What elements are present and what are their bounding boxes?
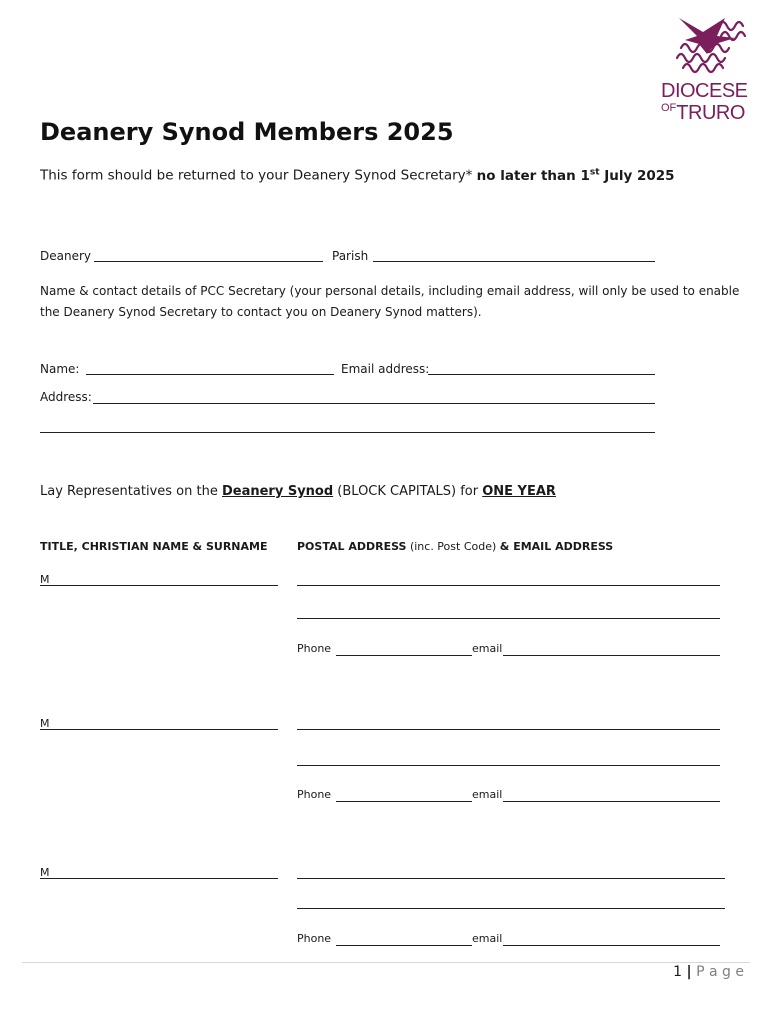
- footer-divider: [22, 962, 750, 963]
- entry-2-name-field[interactable]: [40, 729, 278, 730]
- name-label: Name:: [40, 362, 80, 376]
- page-footer: [673, 964, 744, 980]
- entry-3-address-line-2[interactable]: [297, 908, 725, 909]
- addr-header-regular: (inc. Post Code): [406, 540, 500, 553]
- entry-3-address-line-1[interactable]: [297, 878, 725, 879]
- pcc-note-line-1: Name & contact details of PCC Secretary (your personal details, including email address, will only be used to enable: [40, 284, 740, 298]
- email-label: Email address:: [341, 362, 430, 376]
- logo-text-diocese: DIOCESE: [661, 80, 748, 102]
- entry-1-address-line-1[interactable]: [297, 585, 720, 586]
- parish-field[interactable]: [373, 261, 655, 262]
- page-word: P a g e: [696, 964, 744, 980]
- entry-3-phone-field[interactable]: [336, 945, 472, 946]
- entry-2-address-line-2[interactable]: [297, 765, 720, 766]
- entry-3-email-field[interactable]: [503, 945, 720, 946]
- entry-2-email-label: email: [472, 788, 503, 801]
- address-field-line-2[interactable]: [40, 432, 655, 433]
- lay-reps-prefix: Lay Representatives on the: [40, 484, 222, 499]
- entry-1-phone-field[interactable]: [336, 655, 472, 656]
- entry-1-prefix: M: [40, 573, 50, 586]
- address-label: Address:: [40, 390, 92, 404]
- deanery-label: Deanery: [40, 249, 91, 263]
- lay-reps-heading: [40, 484, 556, 499]
- pcc-note-line-2: the Deanery Synod Secretary to contact you on Deanery Synod matters).: [40, 305, 482, 319]
- lay-reps-synod: Deanery Synod: [221, 484, 334, 499]
- entry-2-prefix: M: [40, 717, 50, 730]
- entry-1-phone-label: Phone: [297, 642, 332, 655]
- deadline-sup: st: [589, 167, 600, 177]
- logo-text-of: OF: [661, 102, 677, 114]
- page-separator: |: [686, 964, 692, 980]
- addr-header-bold-1: POSTAL ADDRESS: [297, 540, 407, 553]
- intro-text: [40, 167, 675, 184]
- entry-2-phone-field[interactable]: [336, 801, 472, 802]
- entry-3-phone-label: Phone: [297, 932, 332, 945]
- deadline-pre: no later than 1: [476, 167, 590, 184]
- lay-reps-mid: (BLOCK CAPITALS) for: [333, 484, 483, 499]
- entry-1-name-field[interactable]: [40, 585, 278, 586]
- entry-1-email-label: email: [472, 642, 503, 655]
- entry-1-email-field[interactable]: [503, 655, 720, 656]
- entry-2-email-field[interactable]: [503, 801, 720, 802]
- entry-2-phone-label: Phone: [297, 788, 332, 801]
- entry-2-address-line-1[interactable]: [297, 729, 720, 730]
- entry-1-address-line-2[interactable]: [297, 618, 720, 619]
- entry-3-prefix: M: [40, 866, 50, 879]
- column-header-address: [297, 540, 613, 553]
- name-field[interactable]: [86, 374, 334, 375]
- column-header-name: TITLE, CHRISTIAN NAME & SURNAME: [40, 540, 268, 553]
- deanery-field[interactable]: [94, 261, 323, 262]
- dove-logo-icon: [663, 14, 751, 78]
- intro-deadline: [477, 168, 675, 184]
- address-field-line-1[interactable]: [93, 403, 655, 404]
- diocese-logo: [655, 14, 755, 124]
- email-field[interactable]: [428, 374, 655, 375]
- logo-text-truro: TRURO: [676, 102, 745, 124]
- lay-reps-term: ONE YEAR: [482, 484, 556, 499]
- intro-prefix: This form should be returned to your Deanery Synod Secretary*: [40, 167, 477, 184]
- page-title: Deanery Synod Members 2025: [40, 118, 454, 146]
- parish-label: Parish: [332, 249, 369, 263]
- page-number: 1: [673, 964, 683, 980]
- entry-3-email-label: email: [472, 932, 503, 945]
- entry-3-name-field[interactable]: [40, 878, 278, 879]
- addr-header-bold-2: & EMAIL ADDRESS: [499, 540, 614, 553]
- deadline-post: July 2025: [599, 167, 675, 184]
